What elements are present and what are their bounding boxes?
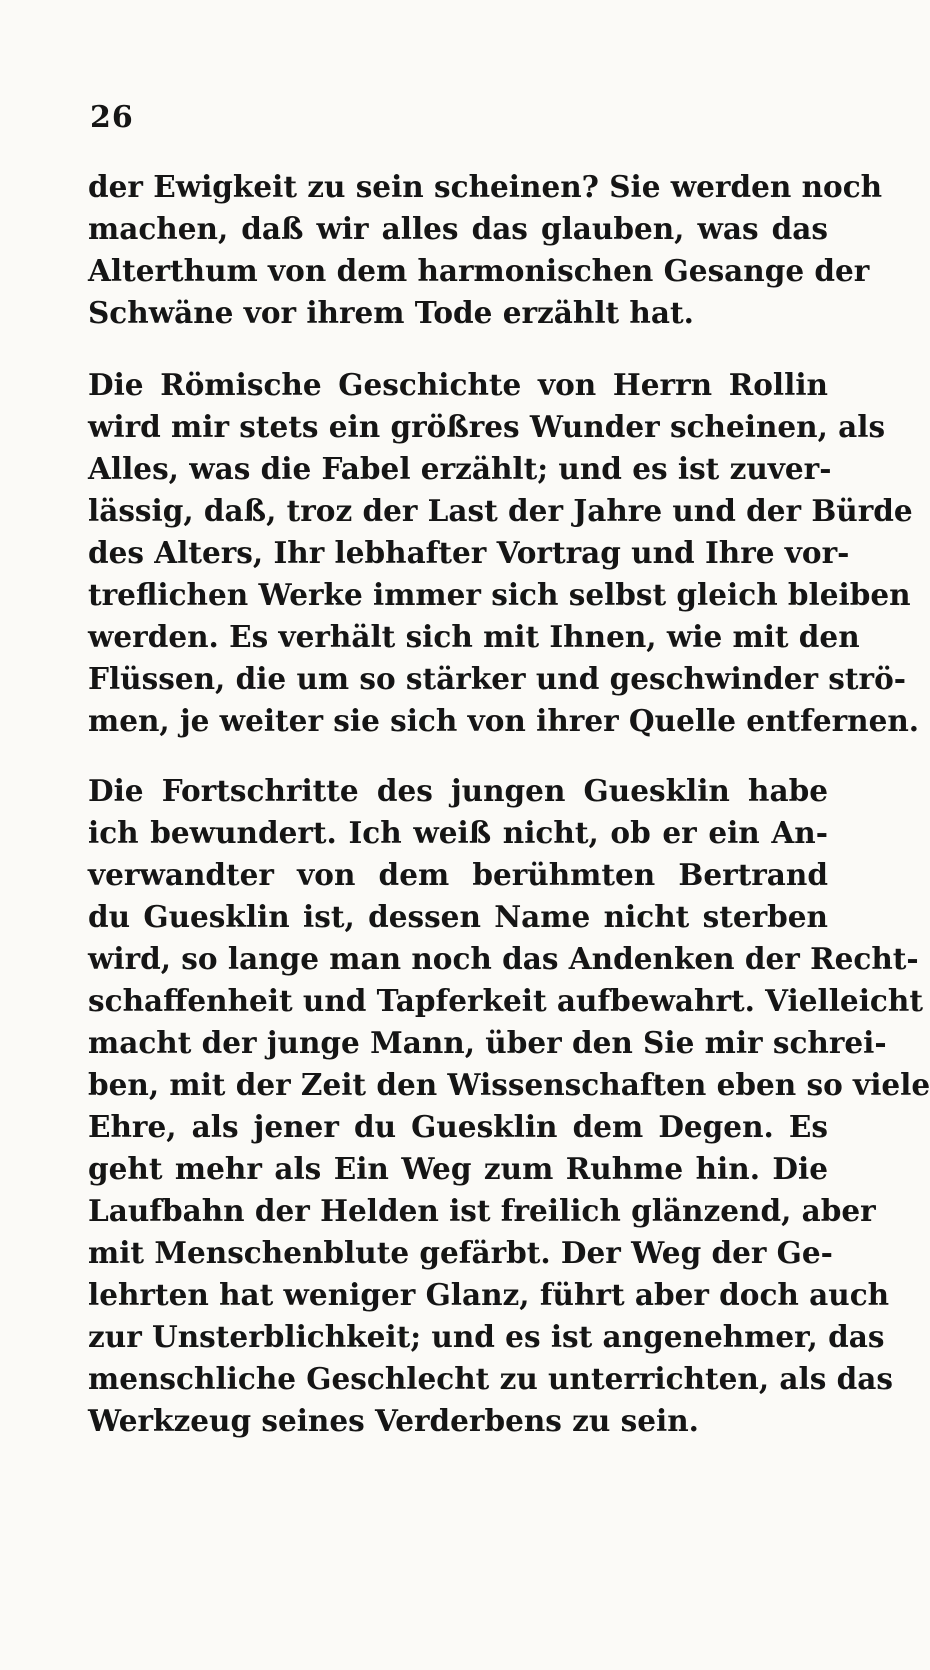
text-line: Ehre, als jener du Guesklin dem Degen. Es [88,1109,828,1144]
text-line: machen, daß wir alles das glauben, was das [88,211,828,246]
text-line: Die Römische Geschichte von Herrn Rollin [88,367,828,402]
text-line: Werkzeug seines Verderbens zu sein. [88,1403,699,1438]
text-line: Alterthum von dem harmonischen Gesange der [88,253,870,288]
text-line: lehrten hat weniger Glanz, führt aber doch auch [88,1277,890,1312]
paragraph-1 [88,166,883,334]
text-line: des Alters, Ihr lebhafter Vortrag und Ihre vor- [88,535,850,570]
text-line: Die Fortschritte des jungen Guesklin habe [88,773,828,808]
text-line: Schwäne vor ihrem Tode erzählt hat. [88,295,694,330]
text-line: der Ewigkeit zu sein scheinen? Sie werden noch [88,169,883,204]
text-line: werden. Es verhält sich mit Ihnen, wie mit den [88,619,860,654]
text-line: ich bewundert. Ich weiß nicht, ob er ein An- [88,815,828,850]
text-line: du Guesklin ist, dessen Name nicht sterben [88,899,828,934]
text-line: ben, mit der Zeit den Wissenschaften eben so viele [88,1067,930,1102]
text-line: treflichen Werke immer sich selbst gleich bleiben [88,577,911,612]
text-line: Laufbahn der Helden ist freilich glänzend, aber [88,1193,876,1228]
text-line: menschliche Geschlecht zu unterrichten, als das [88,1361,893,1396]
text-line: zur Unsterblichkeit; und es ist angenehmer, das [88,1319,885,1354]
paragraph-3 [88,770,930,1442]
text-line: verwandter von dem berühmten Bertrand [88,857,828,892]
text-line: mit Menschenblute gefärbt. Der Weg der Ge- [88,1235,833,1270]
text-line: Flüssen, die um so stärker und geschwinder strö- [88,661,907,696]
text-line: men, je weiter sie sich von ihrer Quelle entfernen. [88,703,920,738]
text-line: macht der junge Mann, über den Sie mir schrei- [88,1025,887,1060]
text-line: lässig, daß, troz der Last der Jahre und der Bürde [88,493,913,528]
paragraph-2 [88,364,920,742]
text-line: schaffenheit und Tapferkeit aufbewahrt. Vielleicht [88,983,923,1018]
text-line: wird, so lange man noch das Andenken der Recht- [88,941,919,976]
text-line: Alles, was die Fabel erzählt; und es ist zuver- [88,451,832,486]
text-line: geht mehr als Ein Weg zum Ruhme hin. Die [88,1151,828,1186]
page-number: 26 [90,100,134,135]
text-line: wird mir stets ein größres Wunder scheinen, als [88,409,886,444]
